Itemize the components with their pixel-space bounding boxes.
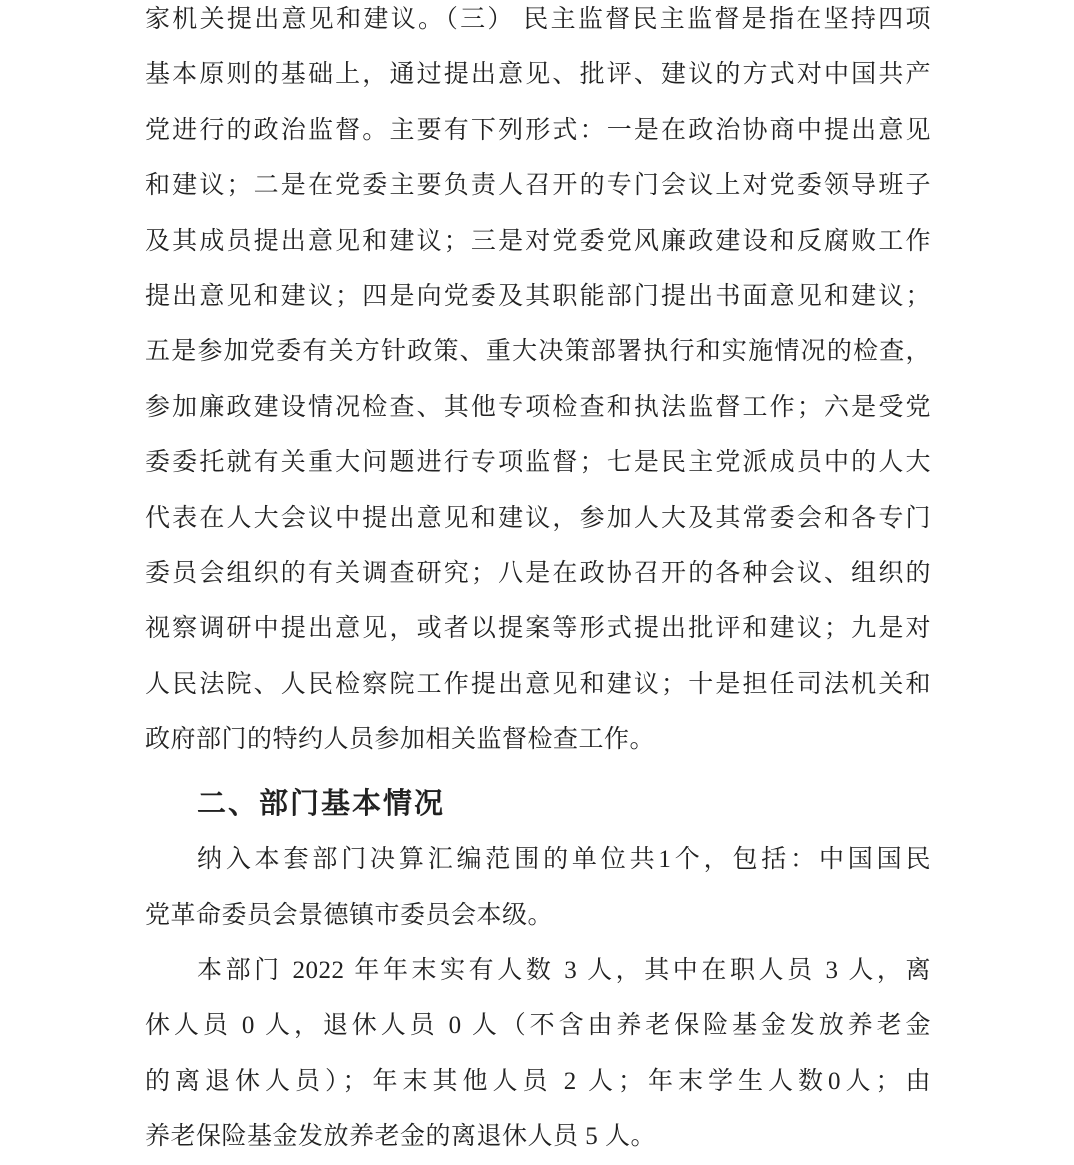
body-text-line: 党进行的政治监督。主要有下列形式：一是在政治协商中提出意见 (145, 116, 931, 144)
body-text-line: 委员会组织的有关调查研究；八是在政协召开的各种会议、组织的 (145, 560, 931, 588)
body-text-line: 的离退休人员）；年末其他人员 2 人；年末学生人数0人；由 (145, 1067, 931, 1095)
paragraph-democratic-supervision (145, 0, 931, 768)
body-text-line: 本部门 2022 年年末实有人数 3 人，其中在职人员 3 人，离 (197, 956, 931, 984)
document-page (145, 0, 931, 1165)
body-text-line: 人民法院、人民检察院工作提出意见和建议；十是担任司法机关和 (145, 670, 931, 698)
body-text-line: 和建议；二是在党委主要负责人召开的专门会议上对党委领导班子 (145, 172, 931, 200)
body-text-line: 纳入本套部门决算汇编范围的单位共1个，包括：中国国民 (197, 846, 931, 874)
body-text-line: 休人员 0 人，退休人员 0 人（不含由养老保险基金发放养老金 (145, 1012, 931, 1040)
body-text-line: 养老保险基金发放养老金的离退休人员 5 人。 (145, 1123, 657, 1151)
body-text-line: 代表在人大会议中提出意见和建议，参加人大及其常委会和各专门 (145, 504, 931, 532)
body-text-line: 家机关提出意见和建议。（三） 民主监督民主监督是指在坚持四项 (145, 6, 931, 33)
body-text-line: 参加廉政建设情况检查、其他专项检查和执法监督工作；六是受党 (145, 393, 931, 421)
body-text-line: 政府部门的特约人员参加相关监督检查工作。 (145, 726, 656, 754)
body-text-line: 五是参加党委有关方针政策、重大决策部署执行和实施情况的检查， (145, 338, 931, 366)
body-text-line: 基本原则的基础上，通过提出意见、批评、建议的方式对中国共产 (145, 61, 931, 89)
paragraph-staff-numbers (145, 943, 931, 1165)
body-text-line: 及其成员提出意见和建议；三是对党委党风廉政建设和反腐败工作 (145, 227, 931, 255)
paragraph-units-in-scope (145, 832, 931, 943)
body-text-line: 党革命委员会景德镇市委员会本级。 (145, 901, 554, 929)
body-text-line: 提出意见和建议；四是向党委及其职能部门提出书面意见和建议； (145, 283, 931, 311)
body-text-line: 视察调研中提出意见，或者以提案等形式提出批评和建议；九是对 (145, 615, 931, 643)
body-text-line: 委委托就有关重大问题进行专项监督；七是民主党派成员中的人大 (145, 449, 931, 477)
section-heading: 二、部门基本情况 (197, 787, 446, 820)
